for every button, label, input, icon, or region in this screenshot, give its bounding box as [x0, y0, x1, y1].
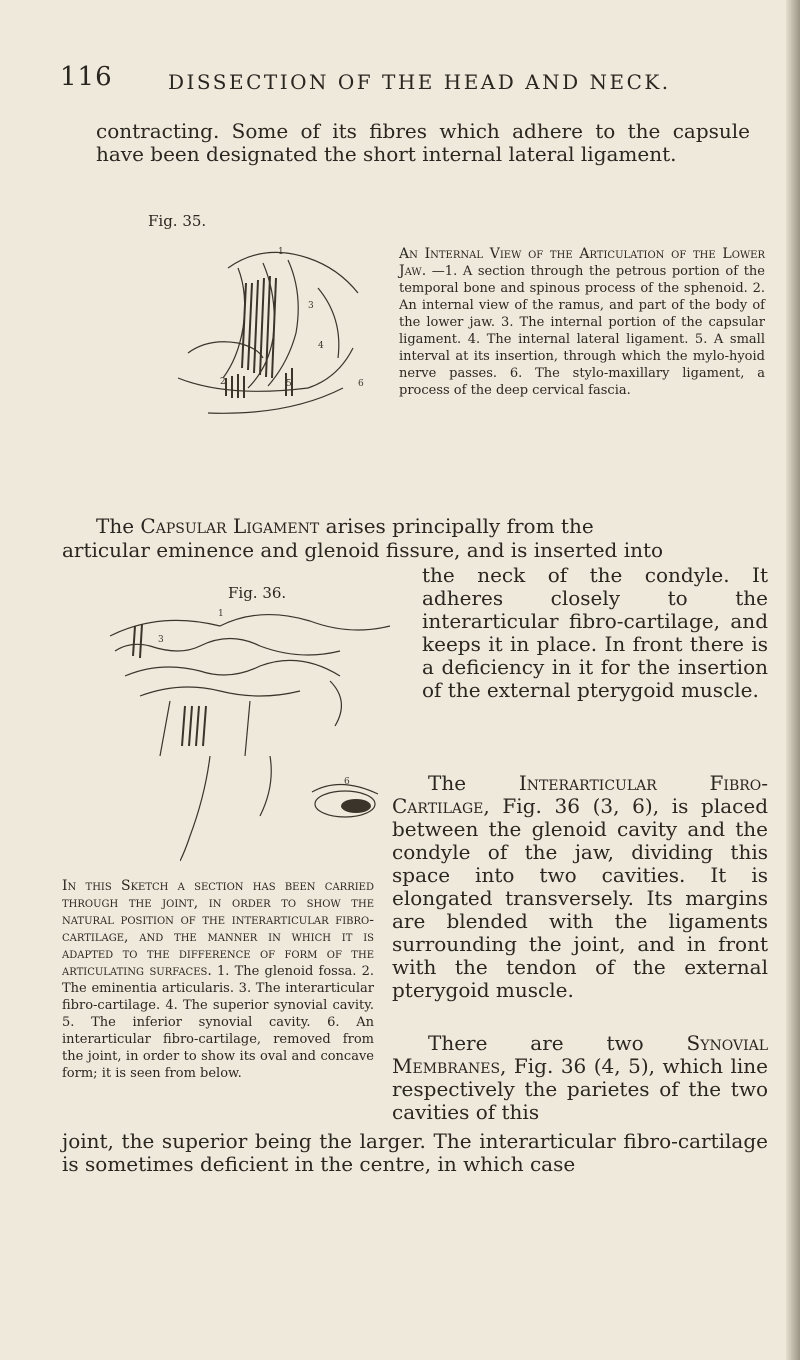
capsular-line1: The Capsular Ligament arises principally from the: [96, 514, 594, 538]
page-edge: [786, 0, 800, 1360]
fig36-mark-3: 3: [158, 635, 164, 645]
fig36-caption: [62, 878, 374, 1082]
page-header: [60, 62, 750, 102]
fig35-caption: [399, 246, 765, 399]
fig36-mark-6: 6: [344, 777, 350, 787]
interarticular-term: Interarticular Fibro-Cartilage,: [392, 771, 769, 818]
synovial-term: Synovial Membranes,: [392, 1031, 769, 1078]
fig35-mark-5: 5: [286, 379, 292, 389]
fig36-label: Fig. 36.: [228, 584, 287, 602]
capsular-wrapped: the neck of the condyle. It adheres closely to the interarticular fibro-cartilage, and keeps it in place. In front there is a deficiency in it for the insertion of the external pterygoid muscle.: [422, 563, 768, 702]
fig35-caption-heading: An Internal View of the Articulation of the Lower Jaw.: [399, 246, 765, 279]
fig35-mark-6: 6: [358, 379, 364, 389]
interarticular-paragraph: The Interarticular Fibro-Cartilage, Fig. 36 (3, 6), is placed between the glenoid cavity and the condyle of the jaw, dividing this space into two cavities. It is elongated transversely. Its margins are blended with the ligaments surrounding the joint, and in front with the tendon of the external pterygoid muscle.: [392, 771, 769, 1002]
fig35-mark-4: 4: [318, 341, 324, 351]
fig35-mark-2: 2: [220, 377, 226, 387]
fig35-illustration: [168, 238, 384, 418]
fig35-mark-1: 1: [278, 247, 284, 257]
page-number: 116: [60, 62, 113, 92]
fig35-mark-3: 3: [308, 301, 314, 311]
synovial-tail: joint, the superior being the larger. The interarticular fibro-cartilage is sometimes deficient in the centre, in which case: [62, 1129, 768, 1176]
synovial-paragraph: There are two Synovial Membranes, Fig. 36 (4, 5), which line respectively the parietes of the two cavities of this: [392, 1031, 769, 1124]
fig36-mark-1: 1: [218, 609, 224, 619]
fig35-caption-body: —1. A section through the petrous portion of the temporal bone and spinous process of the sphenoid. 2. An internal view of the ramus, and part of the body of the lower jaw. 3. The internal portion of the capsular ligament. 4. The internal lateral ligament. 5. A small interval at its insertion, through which the mylo-hyoid nerve passes. 6. The stylo-maxillary ligament, a process of the deep cervical fascia.: [399, 264, 765, 398]
intro-paragraph: contracting. Some of its fibres which adhere to the capsule have been designated the short internal lateral ligament.: [96, 119, 750, 166]
fig36-caption-body: 1. The glenoid fossa. 2. The eminentia articularis. 3. The interarticular fibro-cartilage. 4. The superior synovial cavity. 5. The inferior synovial cavity. 6. An interarticular fibro-cartilage, removed from the joint, in order to show its oval and concave form; it is seen from below.: [62, 964, 374, 1081]
running-head: DISSECTION OF THE HEAD AND NECK.: [168, 70, 671, 94]
capsular-term: Capsular Ligament: [140, 514, 320, 538]
fig36-caption-heading: In this Sketch a section has been carried through the joint, in order to show the natural position of the interarticular fibro-cartilage, and the manner in which it is adapted to the difference of form of the articulating surfaces.: [62, 878, 374, 979]
fig36-lower-illustration: [180, 756, 410, 866]
capsular-line2: articular eminence and glenoid fissure, and is inserted into: [62, 538, 664, 562]
fig35-label: Fig. 35.: [148, 212, 207, 230]
fig36-illustration: [100, 606, 400, 756]
